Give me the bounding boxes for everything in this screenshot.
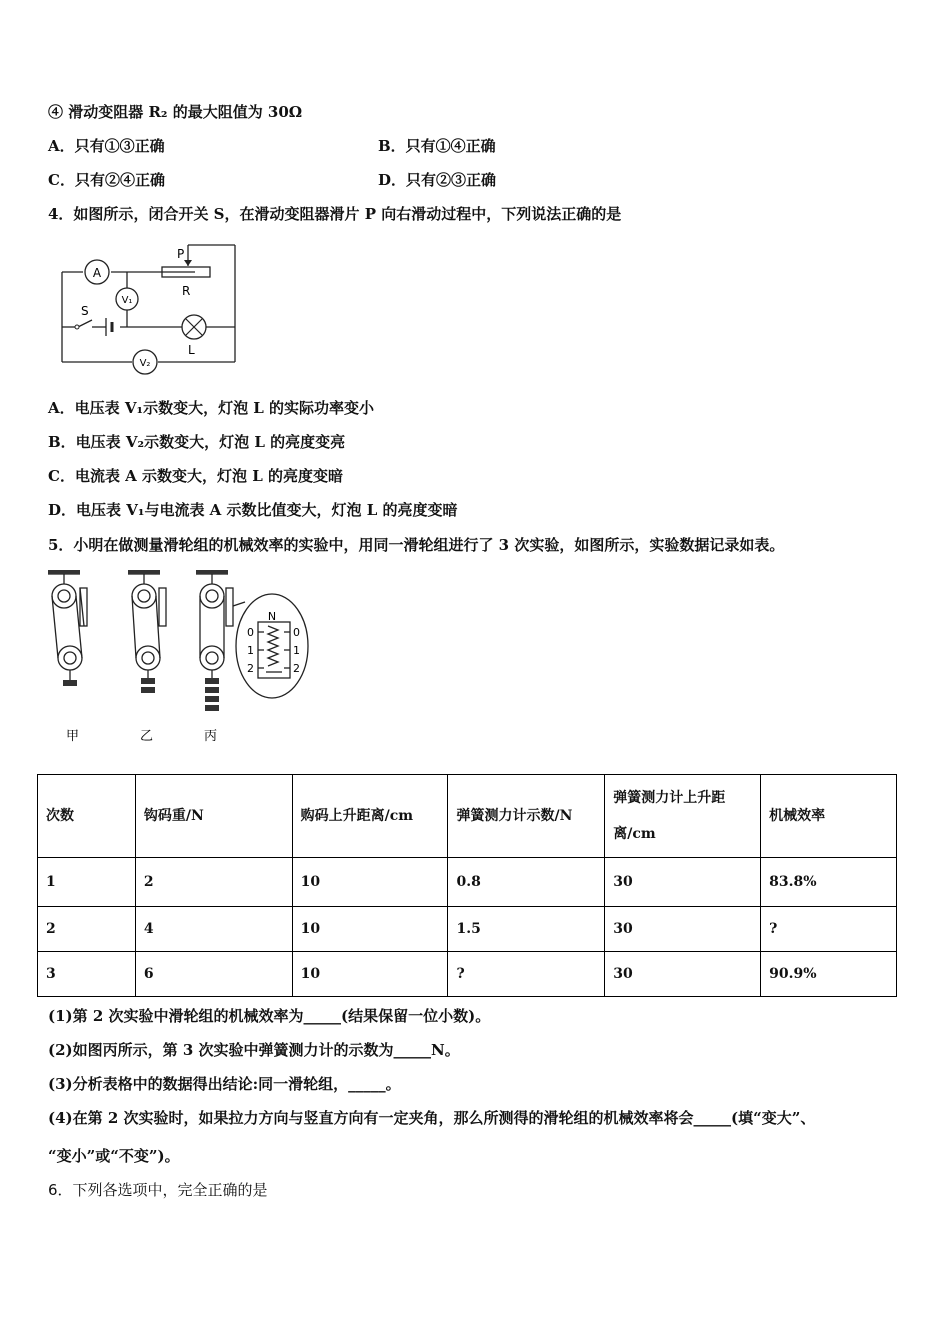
scale-tick-1-right: 1 xyxy=(293,644,300,657)
table-cell: 90.9% xyxy=(761,952,897,997)
circuit-diagram xyxy=(50,240,250,375)
figure-label-jia: 甲 xyxy=(66,729,80,744)
table-cell: 30 xyxy=(605,952,761,997)
q3-option-d: D．只有②③正确 xyxy=(378,171,497,189)
table-cell: 30 xyxy=(605,858,761,907)
q4-option-b: B．电压表 V₂示数变大，灯泡 L 的亮度变亮 xyxy=(48,433,346,451)
figure-label-bing: 丙 xyxy=(204,729,218,744)
ammeter-label: A xyxy=(92,266,102,280)
table-header-cell: 弹簧测力计示数/N xyxy=(448,775,605,858)
table-header-cell: 钩码重/N xyxy=(135,775,292,858)
table-header-cell: 次数 xyxy=(38,775,136,858)
table-cell: 10 xyxy=(292,858,448,907)
experiment-data-table xyxy=(37,774,897,997)
scale-tick-0-left: 0 xyxy=(247,626,254,639)
q3-option-c: C．只有②④正确 xyxy=(48,171,165,189)
q5-stem: 5．小明在做测量滑轮组的机械效率的实验中，用同一滑轮组进行了 3 次实验，如图所示，实验数据记录如表。 xyxy=(48,536,785,554)
table-cell: 10 xyxy=(292,907,448,952)
table-cell: 3 xyxy=(38,952,136,997)
table-cell: 30 xyxy=(605,907,761,952)
table-cell: 1.5 xyxy=(448,907,605,952)
table-row xyxy=(38,907,897,952)
q3-item-4: ④ 滑动变阻器 R₂ 的最大阻值为 30Ω xyxy=(48,103,303,121)
q4-option-c: C．电流表 A 示数变大，灯泡 L 的亮度变暗 xyxy=(48,467,344,485)
table-cell: 4 xyxy=(135,907,292,952)
table-header-cell: 购码上升距离/cm xyxy=(292,775,448,858)
q4-option-d: D．电压表 V₁与电流表 A 示数比值变大，灯泡 L 的亮度变暗 xyxy=(48,501,458,519)
slider-label: P xyxy=(177,247,185,261)
table-header-cell: 弹簧测力计上升距离/cm xyxy=(605,775,761,858)
switch-label: S xyxy=(81,304,89,318)
table-row xyxy=(38,858,897,907)
q5-sub-question-3: (3)分析表格中的数据得出结论:同一滑轮组，_____。 xyxy=(48,1075,401,1093)
scale-tick-2-left: 2 xyxy=(247,662,254,675)
q3-option-b: B．只有①④正确 xyxy=(378,137,496,155)
q4-stem: 4．如图所示，闭合开关 S，在滑动变阻器滑片 P 向右滑动过程中，下列说法正确的是 xyxy=(48,205,622,223)
voltmeter-v1-label: V₁ xyxy=(121,295,133,306)
q5-sub-question-4: (4)在第 2 次实验时，如果拉力方向与竖直方向有一定夹角，那么所测得的滑轮组的机械效率将会_____(填“变大”、 xyxy=(48,1109,816,1127)
table-cell: 0.8 xyxy=(448,858,605,907)
scale-tick-0-right: 0 xyxy=(293,626,300,639)
table-cell: 2 xyxy=(135,858,292,907)
q5-sub-question-4-cont: “变小”或“不变”)。 xyxy=(48,1147,180,1165)
resistor-label: R xyxy=(182,284,191,298)
scale-tick-2-right: 2 xyxy=(293,662,300,675)
q5-sub-question-1: (1)第 2 次实验中滑轮组的机械效率为_____(结果保留一位小数)。 xyxy=(48,1007,491,1025)
scale-unit-label: N xyxy=(267,610,277,623)
q5-sub-question-2: (2)如图丙所示，第 3 次实验中弹簧测力计的示数为_____N。 xyxy=(48,1041,460,1059)
q6-stem: 6．下列各选项中，完全正确的是 xyxy=(48,1181,268,1199)
pulley-figure xyxy=(40,566,320,751)
table-cell: 2 xyxy=(38,907,136,952)
table-row xyxy=(38,952,897,997)
q3-option-a: A．只有①③正确 xyxy=(48,137,165,155)
table-header-row xyxy=(38,775,897,858)
table-cell: ? xyxy=(448,952,605,997)
table-cell: 1 xyxy=(38,858,136,907)
table-cell: 83.8% xyxy=(761,858,897,907)
figure-label-yi: 乙 xyxy=(140,729,154,744)
scale-tick-1-left: 1 xyxy=(247,644,254,657)
table-cell: ? xyxy=(761,907,897,952)
table-cell: 10 xyxy=(292,952,448,997)
table-header-cell: 机械效率 xyxy=(761,775,897,858)
voltmeter-v2-label: V₂ xyxy=(139,358,151,369)
q4-option-a: A．电压表 V₁示数变大，灯泡 L 的实际功率变小 xyxy=(48,399,375,417)
table-cell: 6 xyxy=(135,952,292,997)
lamp-label: L xyxy=(188,343,195,357)
